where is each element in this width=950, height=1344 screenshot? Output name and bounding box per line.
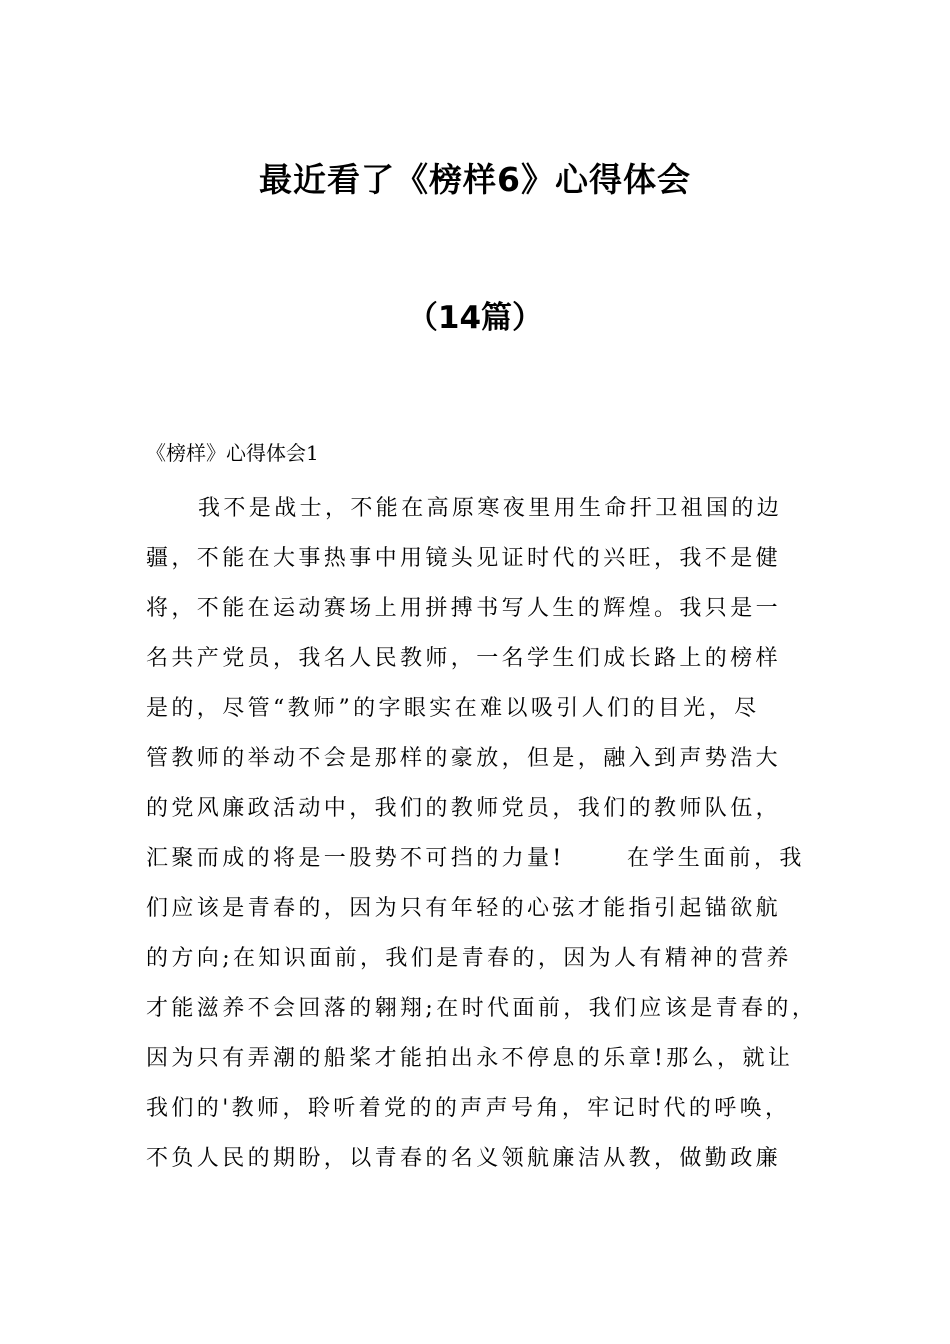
body-line: 的党风廉政活动中，我们的教师党员，我们的教师队伍，: [146, 796, 782, 821]
body-line: 疆，不能在大事热事中用镜头见证时代的兴旺，我不是健: [146, 546, 782, 571]
body-line: 汇聚而成的将是一股势不可挡的力量! 在学生面前，我: [146, 846, 805, 871]
body-line: 管教师的举动不会是那样的豪放，但是，融入到声势浩大: [146, 746, 782, 771]
body-line: 我们的'教师，聆听着党的的声声号角，牢记时代的呼唤，: [146, 1096, 791, 1121]
body-line: 因为只有弄潮的船桨才能拍出永不停息的乐章!那么，就让: [146, 1046, 794, 1071]
body-line: 不负人民的期盼，以青春的名义领航廉洁从教，做勤政廉: [146, 1146, 782, 1171]
body-line: 将，不能在运动赛场上用拼搏书写人生的辉煌。我只是一: [146, 596, 782, 621]
section-heading: 《榜样》心得体会1: [146, 441, 319, 465]
body-line: 名共产党员，我名人民教师，一名学生们成长路上的榜样: [146, 646, 782, 671]
body-line: 才能滋养不会回落的翱翔;在时代面前，我们应该是青春的，: [146, 996, 818, 1021]
document-title: 最近看了《榜样6》心得体会: [259, 160, 691, 199]
document-subtitle: （14篇）: [406, 300, 544, 336]
body-line: 我不是战士，不能在高原寒夜里用生命扞卫祖国的边: [198, 496, 783, 521]
body-line: 是的，尽管“教师”的字眼实在难以吸引人们的目光，尽: [146, 696, 760, 721]
body-line: 们应该是青春的，因为只有年轻的心弦才能指引起锚欲航: [146, 896, 782, 921]
body-line: 的方向;在知识面前，我们是青春的，因为人有精神的营养: [146, 946, 792, 971]
body-text: [146, 484, 826, 1184]
